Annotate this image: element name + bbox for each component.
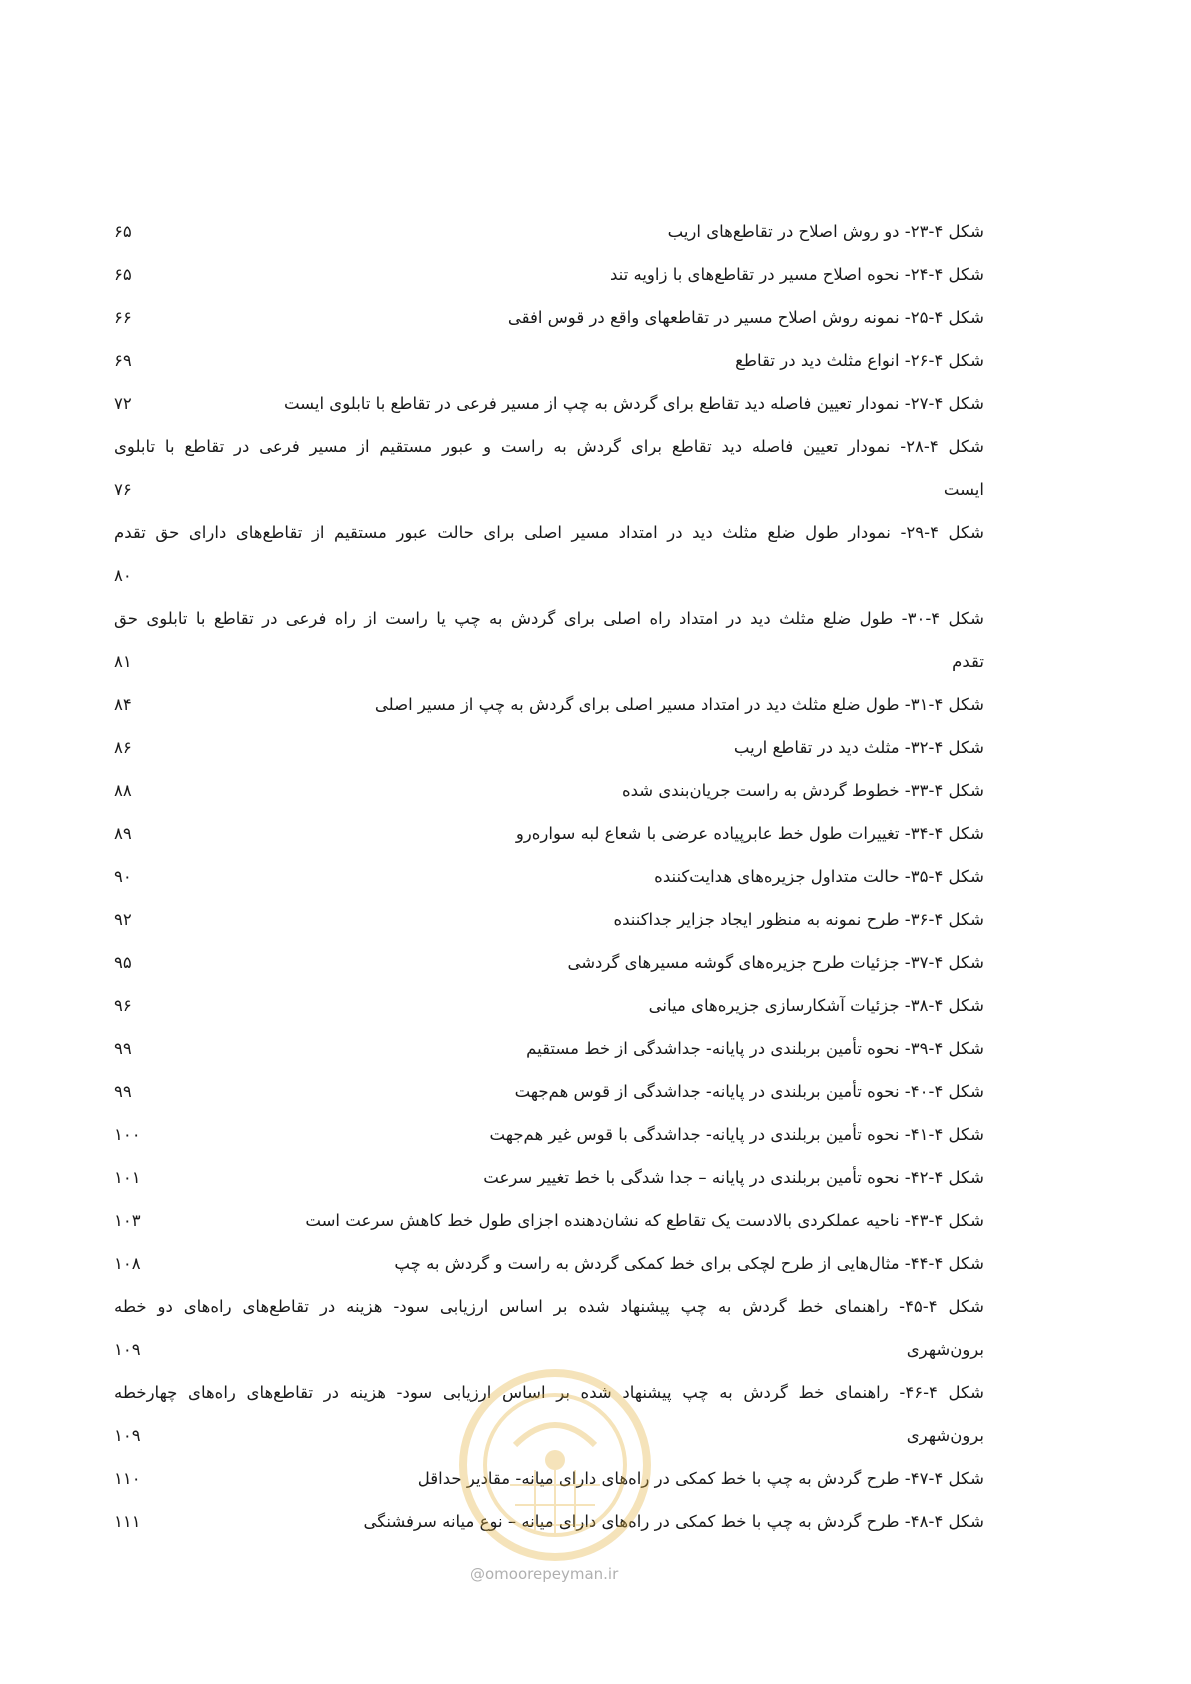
- toc-entry-title-continued: برون‌شهری: [906, 1340, 984, 1359]
- toc-entry-page: ۱۰۱: [114, 1168, 141, 1187]
- toc-entry-page: ۹۰: [114, 867, 132, 886]
- toc-entry[interactable]: [114, 210, 984, 253]
- toc-entry-title: شکل ۴-۴۲- نحوه تأمین بربلندی در پایانه – جدا شدگی با خط تغییر سرعت: [483, 1168, 984, 1187]
- toc-entry-page: ۱۱۰: [114, 1469, 141, 1488]
- toc-entry[interactable]: [114, 812, 984, 855]
- toc-entry[interactable]: [114, 855, 984, 898]
- toc-entry[interactable]: [114, 769, 984, 812]
- toc-entry-title: شکل ۴-۳۷- جزئیات طرح جزیره‌های گوشه مسیرهای گردشی: [567, 953, 984, 972]
- toc-entry-page: ۱۱۱: [114, 1512, 141, 1531]
- toc-entry[interactable]: [114, 511, 984, 597]
- toc-entry-title: شکل ۴-۳۵- حالت متداول جزیره‌های هدایت‌کننده: [654, 867, 984, 886]
- toc-entry-title-continued: برون‌شهری: [906, 1426, 984, 1445]
- toc-entry-page: ۶۶: [114, 308, 132, 327]
- toc-entry-title: شکل ۴-۲۶- انواع مثلث دید در تقاطع: [735, 351, 984, 370]
- watermark-url: @omoorepeyman.ir: [470, 1565, 619, 1583]
- toc-entry[interactable]: [114, 425, 984, 511]
- toc-entry-page: ۹۹: [114, 1039, 132, 1058]
- toc-entry-title: شکل ۴-۳۰- طول ضلع مثلث دید در امتداد راه اصلی برای گردش به چپ یا راست از راه فرعی در تقاطع با تابلوی حق: [114, 609, 984, 628]
- toc-entry-title: شکل ۴-۴۰- نحوه تأمین بربلندی در پایانه- جداشدگی از قوس هم‌جهت: [514, 1082, 984, 1101]
- toc-entry[interactable]: [114, 1285, 984, 1371]
- toc-entry-page: ۸۸: [114, 781, 132, 800]
- toc-entry-page: ۶۵: [114, 265, 132, 284]
- toc-entry-page: ۹۲: [114, 910, 132, 929]
- toc-entry-title: شکل ۴-۲۹- نمودار طول ضلع مثلث دید در امتداد مسیر اصلی برای حالت عبور مستقیم از تقاطع‌های دارای حق تقدم: [114, 523, 984, 542]
- toc-entry-title: شکل ۴-۲۳- دو روش اصلاح در تقاطع‌های اریب: [667, 222, 984, 241]
- toc-entry[interactable]: [114, 1113, 984, 1156]
- toc-entry[interactable]: [114, 898, 984, 941]
- toc-entry-page: ۹۹: [114, 1082, 132, 1101]
- toc-entry-title: شکل ۴-۳۶- طرح نمونه به منظور ایجاد جزایر جداکننده: [613, 910, 984, 929]
- toc-entry[interactable]: [114, 1070, 984, 1113]
- toc-entry-page: ۸۱: [114, 652, 132, 671]
- toc-entry-title: شکل ۴-۳۱- طول ضلع مثلث دید در امتداد مسیر اصلی برای گردش به چپ از مسیر اصلی: [374, 695, 984, 714]
- toc-entry-page: ۸۴: [114, 695, 132, 714]
- toc-entry-title: شکل ۴-۲۸- نمودار تعیین فاصله دید تقاطع برای گردش به راست و عبور مستقیم از مسیر فرعی در تقاطع با تابلوی: [114, 437, 984, 456]
- toc-entry-page: ۷۶: [114, 480, 132, 499]
- toc-entry-title: شکل ۴-۳۴- تغییرات طول خط عابرپیاده عرضی با شعاع لبه سواره‌رو: [515, 824, 984, 843]
- toc-entry[interactable]: [114, 1199, 984, 1242]
- toc-entry-title: شکل ۴-۲۵- نمونه روش اصلاح مسیر در تقاطعهای واقع در قوس افقی: [507, 308, 984, 327]
- toc-entry-page: ۶۹: [114, 351, 132, 370]
- toc-entry-title: شکل ۴-۳۳- خطوط گردش به راست جریان‌بندی شده: [622, 781, 984, 800]
- toc-entry[interactable]: [114, 1156, 984, 1199]
- toc-entry-page: ۱۰۹: [114, 1426, 141, 1445]
- toc-entry-title: شکل ۴-۳۹- نحوه تأمین بربلندی در پایانه- جداشدگی از خط مستقیم: [526, 1039, 984, 1058]
- toc-entry[interactable]: [114, 683, 984, 726]
- watermark-logo-icon: [455, 1365, 655, 1565]
- toc-entry-title-continued: تقدم: [952, 652, 984, 671]
- toc-entry-title: شکل ۴-۳۸- جزئیات آشکارسازی جزیره‌های میانی: [648, 996, 984, 1015]
- toc-entry[interactable]: [114, 1027, 984, 1070]
- toc-entry-title: شکل ۴-۴۴- مثال‌هایی از طرح لچکی برای خط کمکی گردش به راست و گردش به چپ: [394, 1254, 984, 1273]
- toc-entry-page: ۸۶: [114, 738, 132, 757]
- toc-entry-title: شکل ۴-۴۱- نحوه تأمین بربلندی در پایانه- جداشدگی با قوس غیر هم‌جهت: [489, 1125, 984, 1144]
- toc-entry[interactable]: [114, 296, 984, 339]
- toc-entry-page: ۸۰: [114, 566, 132, 585]
- toc-entry-title: شکل ۴-۲۷- نمودار تعیین فاصله دید تقاطع برای گردش به چپ از مسیر فرعی در تقاطع با تابلوی ایست: [283, 394, 984, 413]
- toc-entry-title: شکل ۴-۴۳- ناحیه عملکردی بالادست یک تقاطع که نشان‌دهنده اجزای طول خط کاهش سرعت است: [305, 1211, 984, 1230]
- list-of-figures: [114, 210, 984, 1543]
- toc-entry-title: شکل ۴-۴۶- راهنمای خط گردش به چپ پیشنهاد شده بر اساس ارزیابی سود- هزینه در تقاطع‌های راه‌های چهارخطه: [114, 1383, 984, 1402]
- toc-entry-title: شکل ۴-۳۲- مثلث دید در تقاطع اریب: [733, 738, 984, 757]
- toc-entry-page: ۱۰۹: [114, 1340, 141, 1359]
- toc-entry-title: شکل ۴-۴۸- طرح گردش به چپ با خط کمکی در راه‌های دارای میانه – نوع میانه سرفشنگی: [363, 1512, 984, 1531]
- toc-entry-title: شکل ۴-۴۷- طرح گردش به چپ با خط کمکی در راه‌های دارای میانه- مقادیر حداقل: [417, 1469, 984, 1488]
- toc-entry-page: ۸۹: [114, 824, 132, 843]
- toc-entry[interactable]: [114, 984, 984, 1027]
- toc-entry[interactable]: [114, 339, 984, 382]
- toc-entry-page: ۶۵: [114, 222, 132, 241]
- toc-entry[interactable]: [114, 597, 984, 683]
- toc-entry-page: ۹۵: [114, 953, 132, 972]
- toc-entry[interactable]: [114, 1242, 984, 1285]
- toc-entry-title: شکل ۴-۴۵- راهنمای خط گردش به چپ پیشنهاد شده بر اساس ارزیابی سود- هزینه در تقاطع‌های راه‌های دو خطه: [114, 1297, 984, 1316]
- toc-entry[interactable]: [114, 382, 984, 425]
- toc-entry-title: شکل ۴-۲۴- نحوه اصلاح مسیر در تقاطع‌های با زاویه تند: [610, 265, 984, 284]
- toc-entry-page: ۱۰۳: [114, 1211, 141, 1230]
- toc-entry-page: ۱۰۰: [114, 1125, 141, 1144]
- toc-entry-page: ۹۶: [114, 996, 132, 1015]
- toc-entry[interactable]: [114, 726, 984, 769]
- toc-entry[interactable]: [114, 941, 984, 984]
- toc-entry-page: ۷۲: [114, 394, 132, 413]
- toc-entry-page: ۱۰۸: [114, 1254, 141, 1273]
- toc-entry-title-continued: ایست: [943, 480, 984, 499]
- toc-entry[interactable]: [114, 253, 984, 296]
